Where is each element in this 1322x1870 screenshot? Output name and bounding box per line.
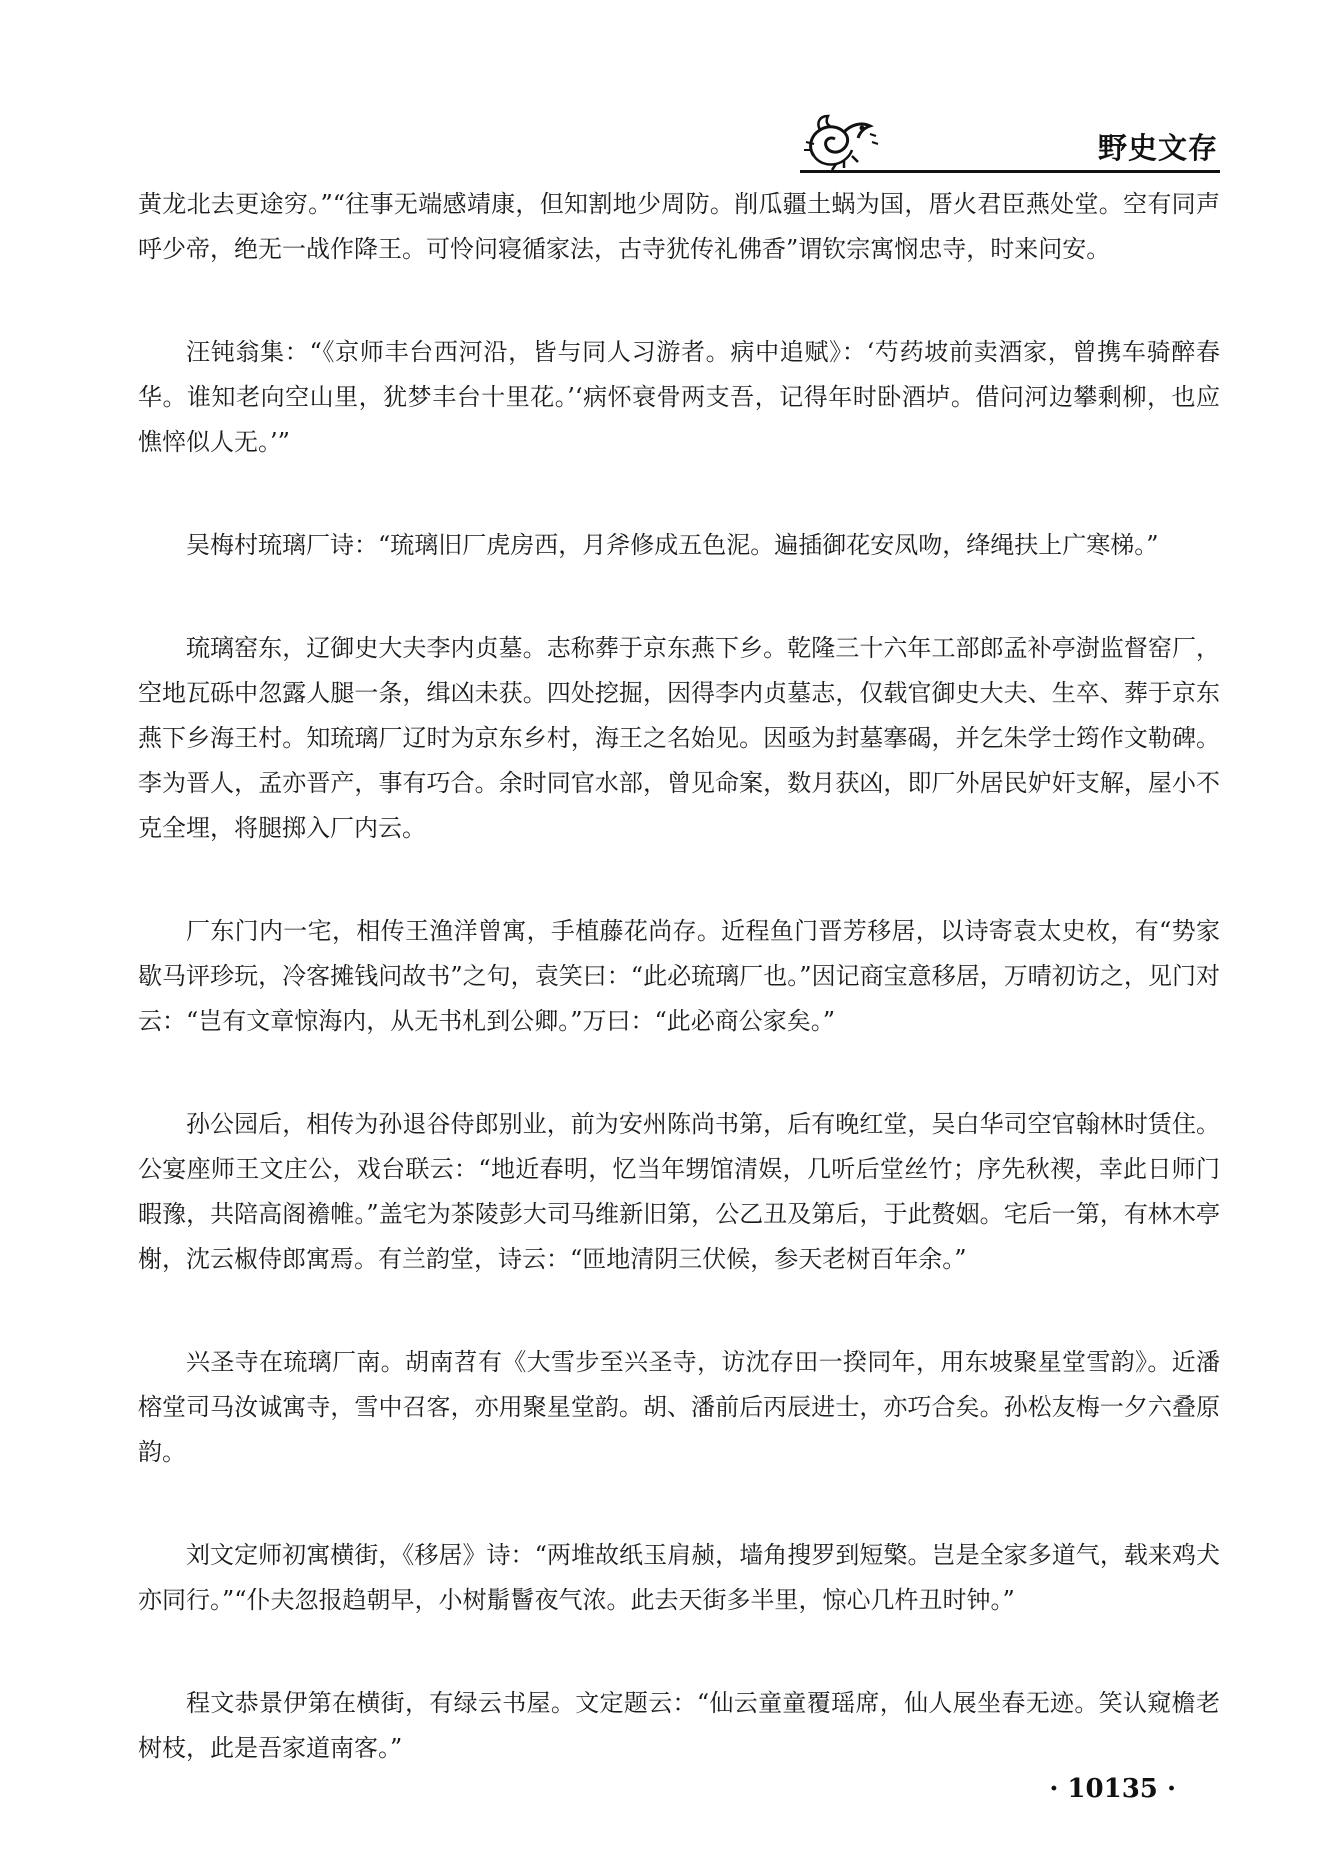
paragraph: 汪钝翁集：“《京师丰台西河沿，皆与同人习游者。病中追赋》：‘芍药坡前卖酒家，曾携车骑醉春华。谁知老向空山里，犹梦丰台十里花。’‘病怀衰骨两支吾，记得年时卧酒垆。借问河边攀剩柳，也应憔悴似人无。’” <box>138 338 1220 456</box>
paragraph-continued: 黄龙北去更途穷。”“往事无端感靖康，但知割地少周防。削瓜疆土蜗为国，厝火君臣燕处堂。空有同声呼少帝，绝无一战作降王。可怜问寝循家法，古寺犹传礼佛香”谓钦宗寓悯忠寺，时来问安。 <box>138 190 1220 263</box>
dragon-icon <box>800 112 880 172</box>
body-text <box>138 182 1220 1771</box>
paragraph: 厂东门内一宅，相传王渔洋曾寓，手植藤花尚存。近程鱼门晋芳移居，以诗寄袁太史枚，有“势家歇马评珍玩，冷客摊钱问故书”之句，袁笑曰：“此必琉璃厂也。”因记商宝意移居，万晴初访之，见门对云：“岂有文章惊海内，从无书札到公卿。”万曰：“此必商公家矣。” <box>138 917 1220 1035</box>
header-rule <box>800 170 1220 173</box>
paragraph: 琉璃窑东，辽御史大夫李内贞墓。志称葬于京东燕下乡。乾隆三十六年工部郎孟补亭澍监督窑厂，空地瓦砾中忽露人腿一条，缉凶未获。四处挖掘，因得李内贞墓志，仅载官御史大夫、生卒、葬于京东燕下乡海王村。知琉璃厂辽时为京东乡村，海王之名始见。因亟为封墓搴碣，并乞朱学士筠作文勒碑。李为晋人，孟亦晋产，事有巧合。余时同官水部，曾见命案，数月获凶，即厂外居民妒奸支解，屋小不克全埋，将腿掷入厂内云。 <box>138 634 1220 842</box>
header-title: 野史文存 <box>1097 131 1218 165</box>
paragraph: 吴梅村琉璃厂诗：“琉璃旧厂虎房西，月斧修成五色泥。遍插御花安凤吻，绛绳扶上广寒梯。” <box>186 531 1159 559</box>
page-number: · 10135 · <box>1049 1774 1176 1804</box>
paragraph: 刘文定师初寓横街，《移居》诗：“两堆故纸玉肩赪，墙角搜罗到短檠。岂是全家多道气，载来鸡犬亦同行。”“仆夫忽报趋朝早，小树鬅鬙夜气浓。此去天街多半里，惊心几杵丑时钟。” <box>138 1541 1220 1614</box>
paragraph: 兴圣寺在琉璃厂南。胡南苕有《大雪步至兴圣寺，访沈存田一揆同年，用东坡聚星堂雪韵》。近潘榕堂司马汝诚寓寺，雪中召客，亦用聚星堂韵。胡、潘前后丙辰进士，亦巧合矣。孙松友梅一夕六叠原韵。 <box>138 1348 1220 1466</box>
running-header <box>800 112 1220 172</box>
paragraph: 孙公园后，相传为孙退谷侍郎别业，前为安州陈尚书第，后有晚红堂，吴白华司空官翰林时赁住。公宴座师王文庄公，戏台联云：“地近春明，忆当年甥馆清娱，几听后堂丝竹；序先秋禊，幸此日师门暇豫，共陪高阁襜帷。”盖宅为茶陵彭大司马维新旧第，公乙丑及第后，于此赘姻。宅后一第，有林木亭榭，沈云椒侍郎寓焉。有兰韵堂，诗云：“匝地清阴三伏候，参天老树百年余。” <box>138 1110 1220 1273</box>
paragraph: 程文恭景伊第在横街，有绿云书屋。文定题云：“仙云童童覆瑶席，仙人展坐春无迹。笑认窥檐老树枝，此是吾家道南客。” <box>138 1689 1220 1762</box>
